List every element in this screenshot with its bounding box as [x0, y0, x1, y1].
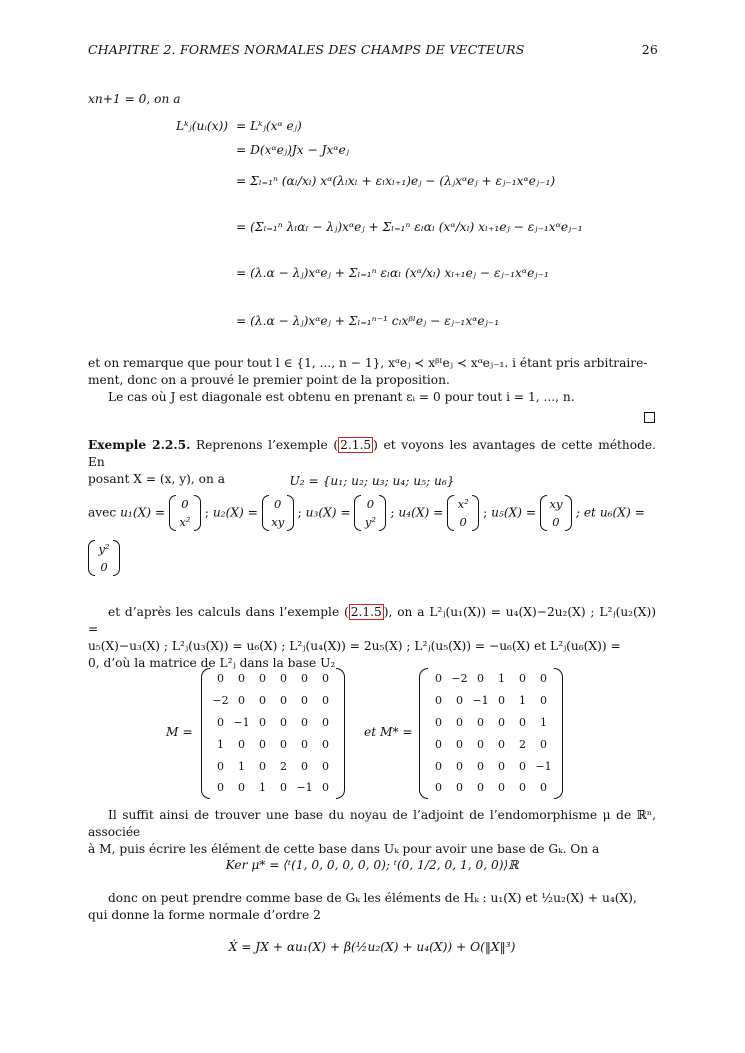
equation-line: = (λ.α − λⱼ)xᵅeⱼ + Σₗ₌₁ⁿ⁻¹ cₗxᵝˡeⱼ − εⱼ₋₁xᵅeⱼ₋₁ [236, 314, 500, 328]
matrix-cell: 0 [322, 672, 329, 686]
matrix-cell: 0 [259, 715, 266, 729]
matrix-row [210, 668, 336, 690]
matrix-cell: 0 [477, 715, 484, 729]
matrix-cell: 0 [456, 715, 463, 729]
calc-line-3: 0, d’où la matrice de L²ⱼ dans la base U₂ [88, 656, 336, 670]
normal-form-equation: Ẋ = JX + αu₁(X) + β(½u₂(X) + u₄(X)) + O(‖X‖³) [228, 940, 516, 954]
matrix-cell: 0 [238, 694, 245, 708]
matrix-cell: 0 [301, 737, 308, 751]
column-vector: x² 0 [447, 495, 479, 531]
matrix-row [428, 755, 554, 777]
matrix-mstar [428, 668, 554, 799]
matrix-cell: 0 [456, 694, 463, 708]
qed-square-icon [644, 412, 655, 423]
remark-line-2: ment, donc on a prouvé le premier point de la proposition. [88, 373, 450, 387]
matrix-cell: −1 [296, 781, 313, 795]
matrix-cell: −1 [535, 759, 552, 773]
matrix-cell: 0 [259, 759, 266, 773]
vector-separator: ; [483, 505, 488, 520]
matrix-cell: 0 [217, 759, 224, 773]
vector-separator: ; [204, 505, 209, 520]
matrix-cell: −2 [451, 672, 468, 686]
vector-separator: ; [297, 505, 302, 520]
matrix-m [210, 668, 336, 799]
matrix-cell: −1 [472, 694, 489, 708]
matrix-cell: 0 [322, 737, 329, 751]
cross-reference-link[interactable]: 2.1.5 [350, 605, 382, 619]
matrix-cell: 0 [540, 672, 547, 686]
page-number: 26 [641, 42, 658, 57]
matrix-cell: −1 [233, 715, 250, 729]
equation-line: = Lᵏⱼ(xᵅ eⱼ) [236, 119, 302, 133]
matrix-cell: 0 [259, 672, 266, 686]
matrix-cell: 1 [519, 694, 526, 708]
vector-name: u₅(X) = [491, 505, 537, 520]
matrix-cell: 0 [435, 737, 442, 751]
matrix-cell: 0 [301, 759, 308, 773]
matrix-cell: 0 [322, 781, 329, 795]
matrix-cell: 0 [238, 737, 245, 751]
basis-line-2: qui donne la forme normale d’ordre 2 [88, 908, 321, 922]
matrix-cell: 0 [456, 759, 463, 773]
matrix-cell: 0 [259, 694, 266, 708]
example-line-2: posant X = (x, y), on a [88, 472, 226, 486]
matrix-cell: 0 [259, 737, 266, 751]
matrix-row [210, 712, 336, 734]
kernel-line-1: Il suffit ainsi de trouver une base du noyau de l’adjoint de l’endomorphisme μ de ℝⁿ, associée [88, 808, 656, 839]
matrix-row [428, 712, 554, 734]
matrix-cell: 0 [280, 737, 287, 751]
intro-line: xn+1 = 0, on a [88, 92, 181, 106]
calc-text: et d’après les calculs dans l’exemple ( [108, 605, 349, 619]
example-text: Reprenons l’exemple ( [190, 438, 339, 452]
vector-u6 [88, 540, 120, 576]
equation-line: = (λ.α − λⱼ)xᵅeⱼ + Σₗ₌₁ⁿ εₗαₗ (xᵅ/xₗ) xₗ₊₁eⱼ − εⱼ₋₁xᵅeⱼ₋₁ [236, 266, 549, 280]
matrix-cell: 0 [456, 737, 463, 751]
vector-name: u₃(X) = [305, 505, 351, 520]
matrix-cell: 0 [217, 715, 224, 729]
matrix-cell: 0 [435, 672, 442, 686]
matrix-cell: 1 [259, 781, 266, 795]
basis-line-1: donc on peut prendre comme base de Gₖ les éléments de Hₖ : u₁(X) et ½u₂(X) + u₄(X), [108, 891, 637, 905]
matrix-cell: 0 [519, 781, 526, 795]
calc-text: ), on a L²ⱼ(u₁(X)) = u₄(X)−2u₂(X) ; L²ⱼ(u₂(X)) = [88, 605, 656, 636]
matrix-cell: 2 [519, 737, 526, 751]
vector-definitions [88, 495, 698, 531]
matrix-cell: 0 [322, 694, 329, 708]
matrix-cell: 2 [280, 759, 287, 773]
matrix-cell: 0 [280, 781, 287, 795]
matrix-cell: 0 [301, 672, 308, 686]
matrix-cell: −2 [212, 694, 229, 708]
vector-name: u₆(X) = [599, 505, 645, 520]
equation-line: = Σₗ₌₁ⁿ (αₗ/xₗ) xᵅ(λₗxₗ + εₗxₗ₊₁)eⱼ − (λⱼxᵅeⱼ + εⱼ₋₁xᵅeⱼ₋₁) [236, 174, 556, 188]
calc-line-2: u₅(X)−u₃(X) ; L²ⱼ(u₃(X)) = u₆(X) ; L²ⱼ(u₄(X)) = 2u₅(X) ; L²ⱼ(u₅(X)) = −u₆(X) et L²ⱼ(u₆(X)) = [88, 639, 621, 653]
kernel-paragraph [88, 807, 656, 858]
matrix-cell: 0 [477, 737, 484, 751]
column-vector: 0 y² [354, 495, 386, 531]
cross-reference-link[interactable]: 2.1.5 [340, 438, 372, 452]
vector-prefix: avec [88, 505, 117, 520]
matrix-cell: 0 [498, 759, 505, 773]
remark-line-1: et on remarque que pour tout l ∈ {1, ..., n − 1}, xᵅeⱼ ≺ xᵝˡeⱼ ≺ xᵅeⱼ₋₁. i étant pris arbitraire- [88, 356, 648, 370]
chapter-title: CHAPITRE 2. FORMES NORMALES DES CHAMPS DE VECTEURS [88, 42, 525, 57]
remark-paragraph [88, 355, 656, 406]
column-vector: 0 xy [262, 495, 294, 531]
example-label: Exemple 2.2.5. [88, 438, 191, 452]
matrix-cell: 1 [217, 737, 224, 751]
calculation-paragraph [88, 604, 656, 672]
kernel-line-2: à M, puis écrire les élément de cette base dans Uₖ pour avoir une base de Gₖ. On a [88, 842, 600, 856]
matrix-row [210, 690, 336, 712]
equation-line: = (Σₗ₌₁ⁿ λₗαₗ − λⱼ)xᵅeⱼ + Σₗ₌₁ⁿ εₗαₗ (xᵅ/xₗ) xₗ₊₁eⱼ − εⱼ₋₁xᵅeⱼ₋₁ [236, 220, 583, 234]
matrix-row [210, 777, 336, 799]
matrix-cell: 0 [238, 781, 245, 795]
matrix-cell: 0 [498, 715, 505, 729]
equation-lhs: Lᵏⱼ(uᵢ(x)) [176, 119, 228, 133]
matrix-cell: 0 [477, 759, 484, 773]
matrix-row [210, 733, 336, 755]
vector-separator: ; et [575, 505, 596, 520]
vector-separator: ; [390, 505, 395, 520]
matrix-cell: 0 [301, 694, 308, 708]
equation-line: = D(xᵅeⱼ)Jx − Jxᵅeⱼ [236, 143, 349, 157]
matrix-cell: 0 [435, 781, 442, 795]
matrix-cell: 0 [540, 737, 547, 751]
matrix-cell: 0 [477, 781, 484, 795]
matrix-mstar-label: et M* = [364, 725, 413, 739]
matrix-row [428, 777, 554, 799]
matrix-cell: 1 [498, 672, 505, 686]
matrix-cell: 0 [280, 672, 287, 686]
matrix-cell: 0 [217, 781, 224, 795]
matrix-cell: 0 [280, 715, 287, 729]
basis-paragraph [88, 890, 656, 924]
matrix-row [210, 755, 336, 777]
matrix-cell: 0 [322, 715, 329, 729]
basis-set: U₂ = {u₁; u₂; u₃; u₄; u₅; u₆} [289, 474, 455, 488]
column-vector: xy 0 [540, 495, 572, 531]
column-vector: 0 x² [169, 495, 201, 531]
matrix-cell: 1 [540, 715, 547, 729]
matrix-cell: 0 [435, 715, 442, 729]
matrix-cell: 0 [301, 715, 308, 729]
vector-name: u₁(X) = [120, 505, 166, 520]
vector-name: u₄(X) = [398, 505, 444, 520]
vector-name: u₂(X) = [212, 505, 258, 520]
matrix-cell: 0 [217, 672, 224, 686]
matrix-cell: 0 [456, 781, 463, 795]
matrix-cell: 0 [540, 694, 547, 708]
running-header [88, 42, 658, 57]
matrix-cell: 0 [519, 672, 526, 686]
matrix-cell: 0 [498, 694, 505, 708]
example-text: ) et voyons les avantages de cette méthode. En [88, 438, 657, 469]
matrix-cell: 0 [498, 737, 505, 751]
matrix-row [428, 733, 554, 755]
matrix-cell: 0 [477, 672, 484, 686]
matrix-cell: 0 [435, 759, 442, 773]
matrix-cell: 0 [280, 694, 287, 708]
matrix-cell: 0 [322, 759, 329, 773]
matrix-cell: 0 [498, 781, 505, 795]
matrix-cell: 0 [435, 694, 442, 708]
diagonal-case-line: Le cas où J est diagonale est obtenu en prenant εᵢ = 0 pour tout i = 1, ..., n. [108, 390, 575, 404]
kernel-equation: Ker μ* = ⟨ᵗ(1, 0, 0, 0, 0, 0); ᵗ(0, 1/2, 0, 1, 0, 0)⟩ℝ [225, 858, 519, 872]
matrix-row [428, 668, 554, 690]
matrix-cell: 0 [519, 759, 526, 773]
matrix-row [428, 690, 554, 712]
matrix-m-label: M = [166, 725, 193, 739]
matrix-cell: 0 [519, 715, 526, 729]
matrix-cell: 0 [238, 672, 245, 686]
matrix-cell: 0 [540, 781, 547, 795]
matrix-cell: 1 [238, 759, 245, 773]
column-vector: y² 0 [88, 540, 120, 576]
